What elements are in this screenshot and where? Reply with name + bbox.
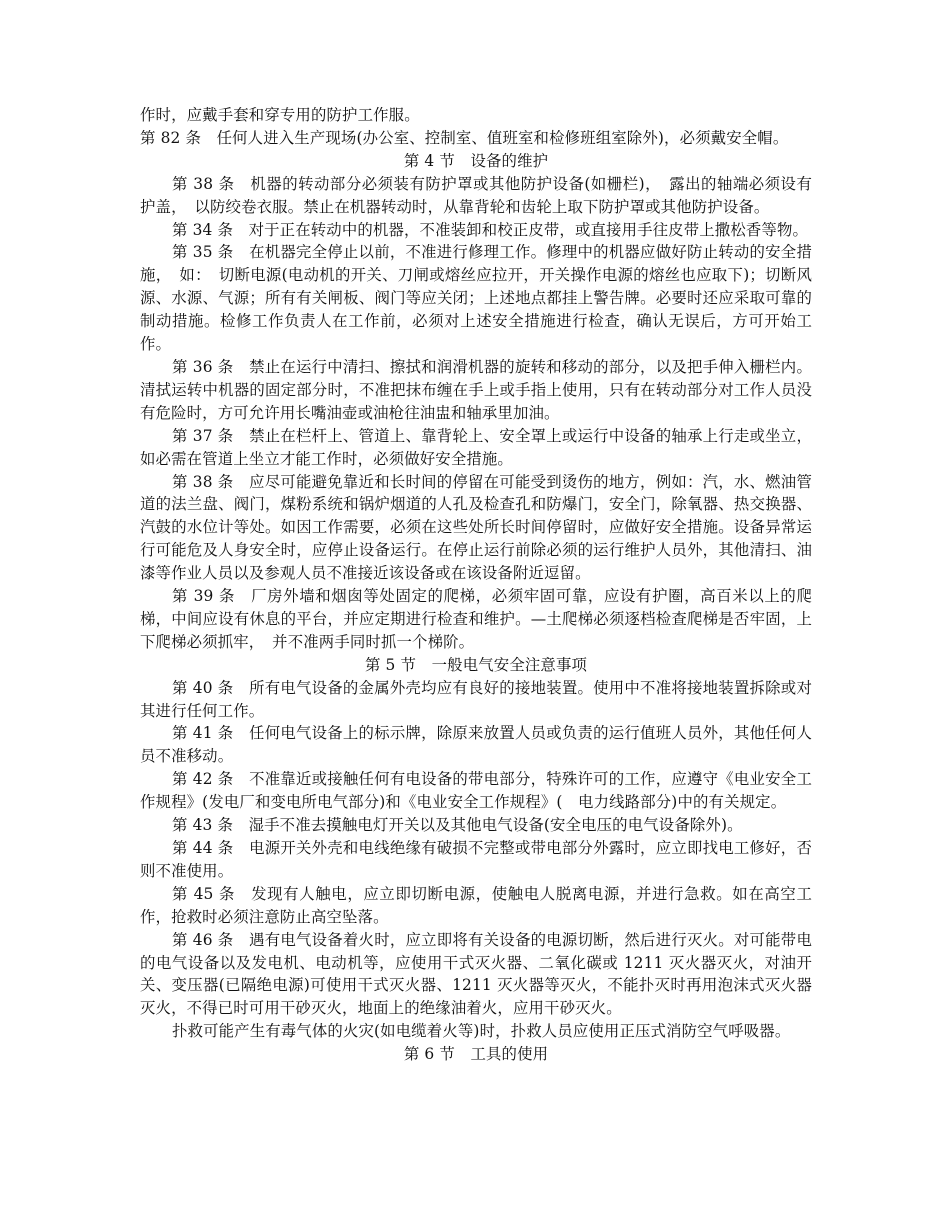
paragraph-article-38b: 第 38 条 应尽可能避免靠近和长时间的停留在可能受到烫伤的地方，例如：汽，水、燃油管道的法兰盘、阀门，煤粉系统和锅炉烟道的人孔及检查孔和防爆门，安全门，除氧器、热交换器、汽鼓的水位计等处。如因工作需要，必须在这些处所长时间停留时，应做好安全措施。设备异常运行可能危及人身安全时，应停止设备运行。在停止运行前除必须的运行维护人员外，其他清扫、油漆等作业人员以及参观人员不准接近该设备或在该设备附近逗留。 [140,472,812,583]
document-page [140,104,812,1066]
section-heading-6: 第 6 节 工具的使用 [403,1045,549,1064]
paragraph-fire-rescue: 扑救可能产生有毒气体的火灾(如电缆着火等)时，扑救人员应使用正压式消防空气呼吸器。 [172,1022,791,1041]
paragraph-article-36: 第 36 条 禁止在运行中清扫、擦拭和润滑机器的旋转和移动的部分，以及把手伸入栅栏内。清拭运转中机器的固定部分时，不准把抹布缠在手上或手指上使用，只有在转动部分对工作人员没有危险时，方可允许用长嘴油壶或油枪往油盅和轴承里加油。 [140,357,812,422]
paragraph-article-40: 第 40 条 所有电气设备的金属外壳均应有良好的接地装置。使用中不准将接地装置拆除或对其进行任何工作。 [140,678,812,720]
paragraph-article-34: 第 34 条 对于正在转动中的机器，不准装卸和校正皮带，或直接用手往皮带上撒松香等物。 [172,220,809,239]
paragraph-article-46: 第 46 条 遇有电气设备着火时，应立即将有关设备的电源切断，然后进行灭火。对可能带电的电气设备以及发电机、电动机等，应使用干式灭火器、二氧化碳或 1211 灭火器灭火，对油开关、变压器(已隔绝电源)可使用干式灭火器、1211 灭火器等灭火，不能扑灭时再用泡沫式灭火器灭火，不得已时可用干砂灭火，地面上的绝缘油着火，应用干砂灭火。 [140,930,812,1018]
paragraph-continuation: 作时，应戴手套和穿专用的防护工作服。 [140,106,420,124]
paragraph-article-35: 第 35 条 在机器完全停止以前，不准进行修理工作。修理中的机器应做好防止转动的安全措施， 如： 切断电源(电动机的开关、刀闸或熔丝应拉开，开关操作电源的熔丝也应取下)；切断风源、水源、气源；所有有关闸板、阀门等应关闭；上述地点都挂上警告牌。必要时还应采取可靠的制动措施。检修工作负责人在工作前，必须对上述安全措施进行检查，确认无误后，方可开始工作。 [140,243,812,354]
paragraph-article-41: 第 41 条 任何电气设备上的标示牌，除原来放置人员或负责的运行值班人员外，其他任何人员不准移动。 [140,724,812,766]
section-heading-5: 第 5 节 一般电气安全注意事项 [364,655,588,674]
section-heading-4: 第 4 节 设备的维护 [403,151,549,170]
paragraph-article-38a: 第 38 条 机器的转动部分必须装有防护罩或其他防护设备(如栅栏)， 露出的轴端必须设有护盖， 以防绞卷衣服。禁止在机器转动时，从靠背轮和齿轮上取下防护罩或其他防护设备。 [140,174,812,216]
paragraph-article-82: 第 82 条 任何人进入生产现场(办公室、控制室、值班室和检修班组室除外)，必须戴安全帽。 [140,128,789,147]
paragraph-article-37: 第 37 条 禁止在栏杆上、管道上、靠背轮上、安全罩上或运行中设备的轴承上行走或坐立，如必需在管道上坐立才能工作时，必须做好安全措施。 [140,426,812,468]
paragraph-article-42: 第 42 条 不准靠近或接触任何有电设备的带电部分，特殊许可的工作，应遵守《电业安全工作规程》(发电厂和变电所电气部分)和《电业安全工作规程》( 电力线路部分)中的有关规定。 [140,770,812,812]
paragraph-article-39: 第 39 条 厂房外墙和烟囱等处固定的爬梯，必须牢固可靠，应设有护圈，高百米以上的爬梯，中间应设有休息的平台，并应定期进行检查和维护。—土爬梯必须逐档检查爬梯是否牢固，上下爬梯必须抓牢， 并不准两手同时抓一个梯阶。 [140,587,812,651]
paragraph-article-44: 第 44 条 电源开关外壳和电线绝缘有破损不完整或带电部分外露时，应立即找电工修好，否则不准使用。 [140,839,812,880]
paragraph-article-45: 第 45 条 发现有人触电，应立即切断电源，使触电人脱离电源，并进行急救。如在高空工作，抢救时必须注意防止高空坠落。 [140,884,812,926]
paragraph-article-43: 第 43 条 湿手不准去摸触电灯开关以及其他电气设备(安全电压的电气设备除外)。 [172,816,743,835]
